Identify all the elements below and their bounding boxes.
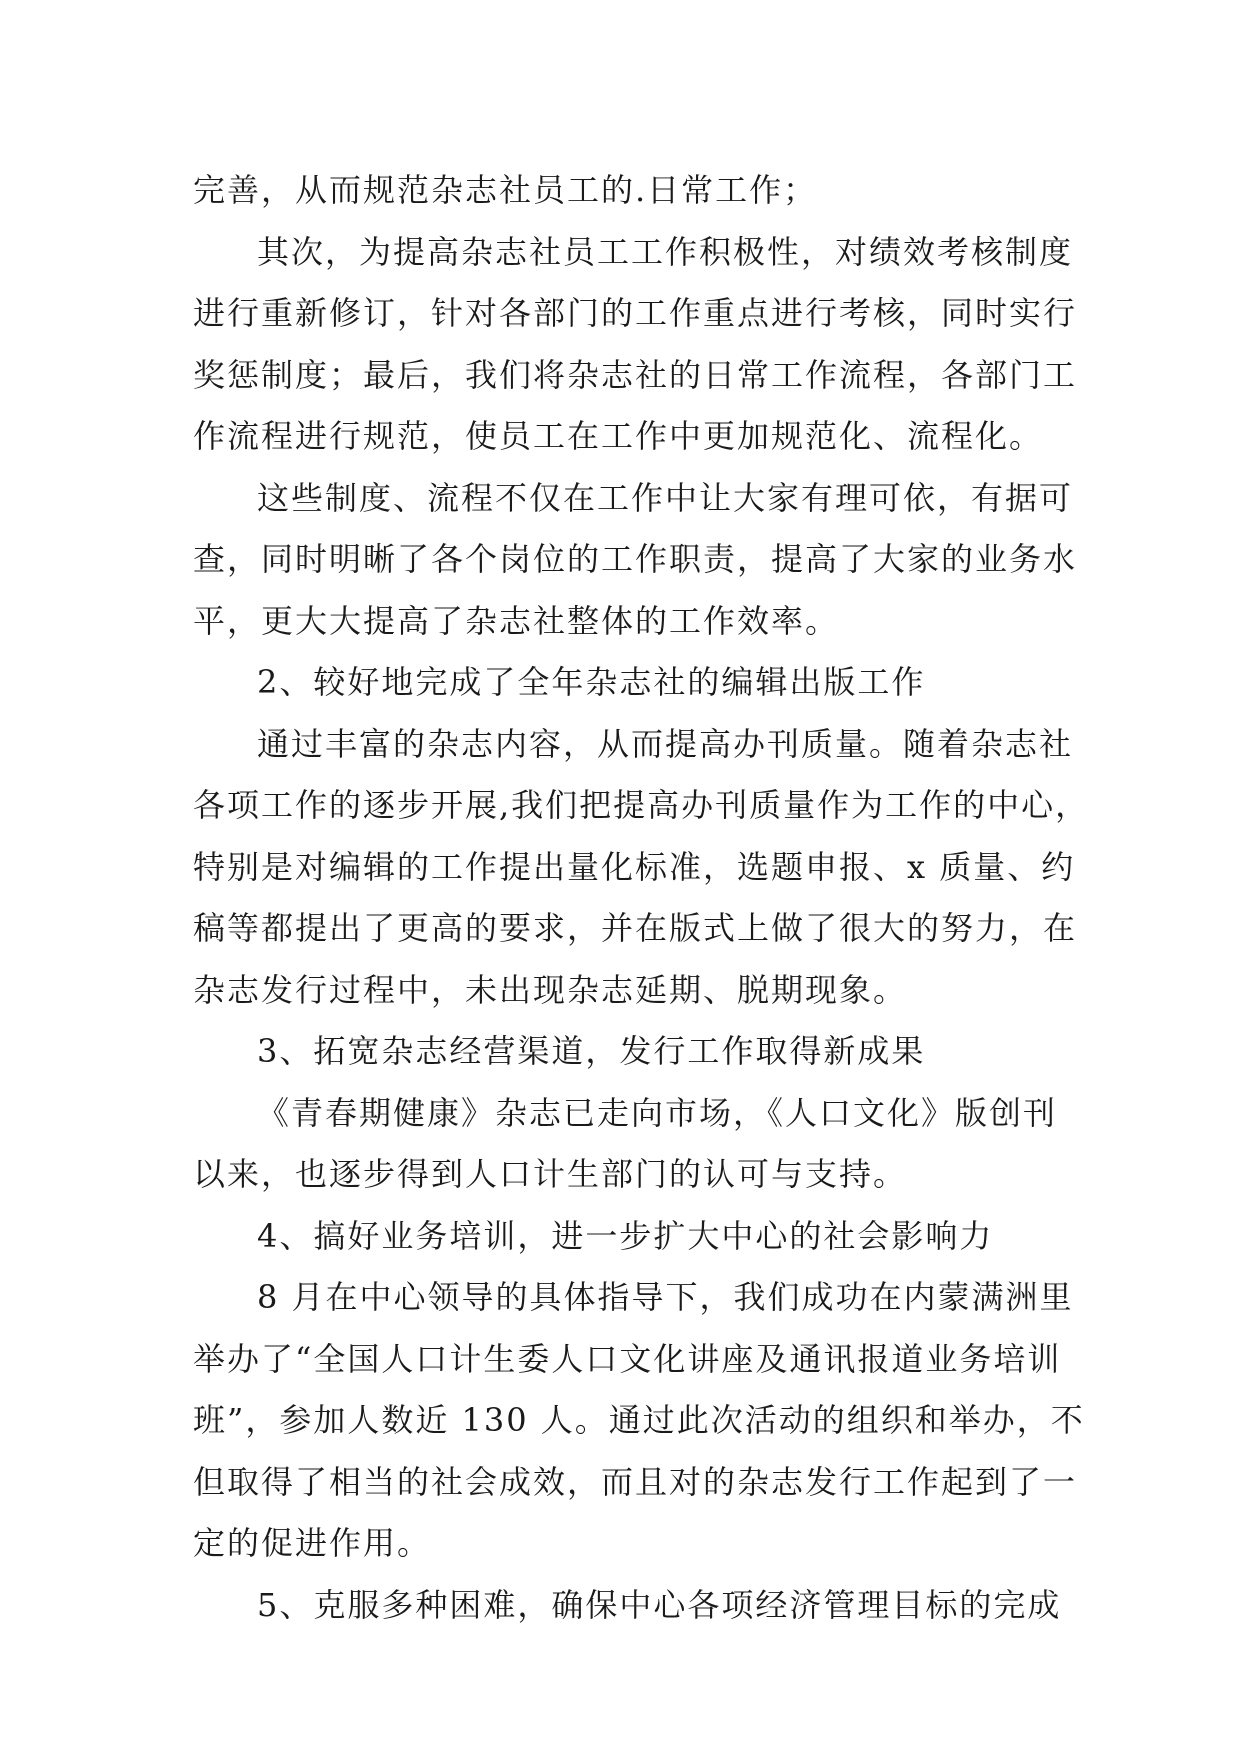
section-heading: 2、较好地完成了全年杂志社的编辑出版工作	[257, 663, 926, 701]
text-line: 查，同时明晰了各个岗位的工作职责，提高了大家的业务水	[193, 540, 1078, 578]
text-line: 通过丰富的杂志内容，从而提高办刊质量。随着杂志社	[257, 724, 1074, 763]
text-line: 举办了“全国人口计生委人口文化讲座及通讯报道业务培训	[193, 1339, 1062, 1378]
text-line: 完善，从而规范杂志社员工的.日常工作；	[193, 171, 818, 209]
text-line: 杂志发行过程中，未出现杂志延期、脱期现象。	[193, 970, 908, 1009]
text-line: 其次，为提高杂志社员工工作积极性，对绩效考核制度	[257, 232, 1074, 271]
document-body	[193, 160, 1090, 1636]
section-heading: 4、搞好业务培训，进一步扩大中心的社会影响力	[257, 1216, 994, 1255]
text-line: 特别是对编辑的工作提出量化标准，选题申报、x 质量、约	[193, 847, 1076, 886]
text-line: 以来，也逐步得到人口计生部门的认可与支持。	[193, 1155, 908, 1193]
text-line: 这些制度、流程不仅在工作中让大家有理可依，有据可	[257, 478, 1074, 517]
text-line: 进行重新修订，针对各部门的工作重点进行考核，同时实行	[193, 294, 1078, 332]
text-line: 但取得了相当的社会成效，而且对的杂志发行工作起到了一	[193, 1462, 1078, 1501]
text-line: 班”，参加人数近 130 人。通过此次活动的组织和举办，不	[193, 1401, 1085, 1439]
section-heading: 3、拓宽杂志经营渠道，发行工作取得新成果	[257, 1032, 926, 1070]
text-line: 平，更大大提高了杂志社整体的工作效率。	[193, 601, 840, 640]
text-line: 定的促进作用。	[193, 1524, 432, 1562]
section-heading: 5、克服多种困难，确保中心各项经济管理目标的完成	[257, 1585, 1062, 1624]
text-line: 各项工作的逐步开展,我们把提高办刊质量作为工作的中心，	[193, 786, 1090, 824]
text-line: 稿等都提出了更高的要求，并在版式上做了很大的努力，在	[193, 909, 1078, 947]
text-line: 《青春期健康》杂志已走向市场，《人口文化》版创刊	[257, 1093, 1058, 1132]
text-line: 奖惩制度；最后，我们将杂志社的日常工作流程，各部门工	[193, 355, 1078, 394]
text-line: 作流程进行规范，使员工在工作中更加规范化、流程化。	[193, 417, 1044, 455]
text-line: 8 月在中心领导的具体指导下，我们成功在内蒙满洲里	[257, 1278, 1074, 1316]
